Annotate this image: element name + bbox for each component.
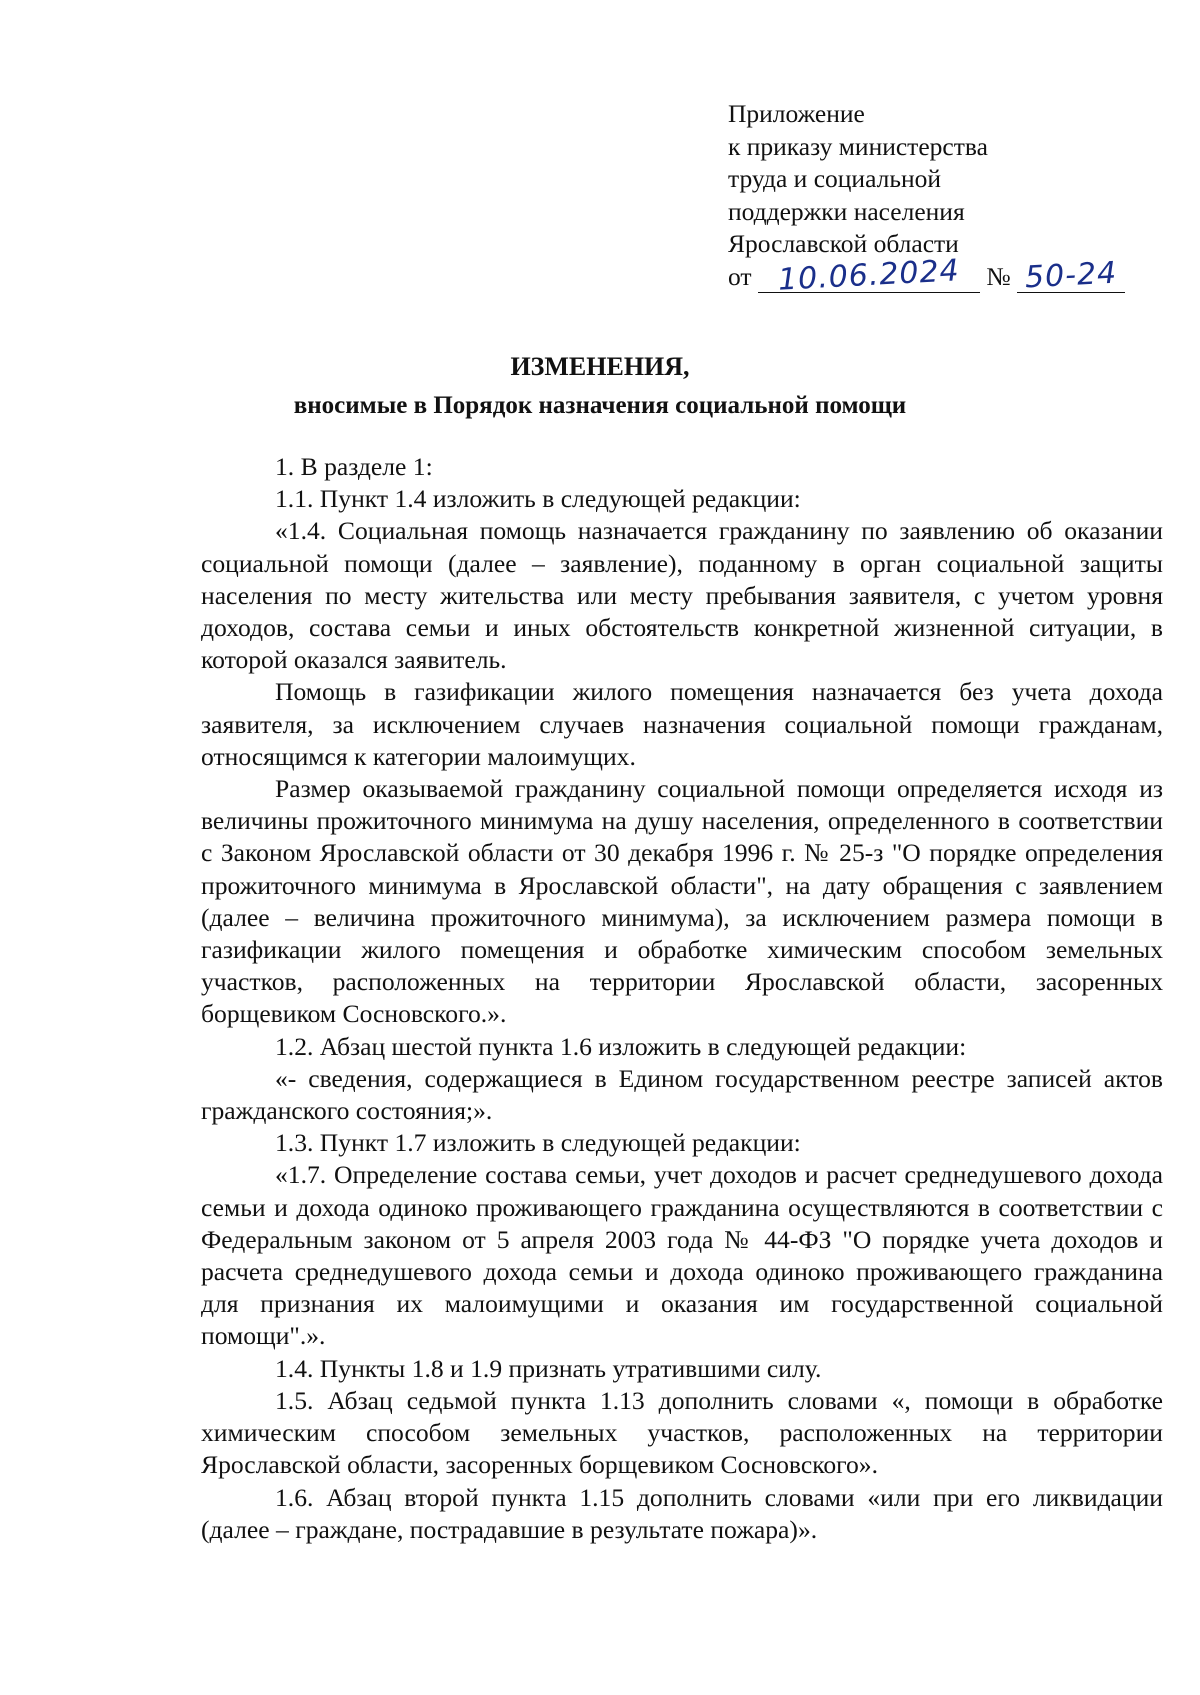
order-number-field (1017, 255, 1125, 295)
number-prefix: № (986, 261, 1011, 291)
document-title: ИЗМЕНЕНИЯ, (510, 352, 690, 381)
paragraph: Помощь в газификации жилого помещения назначается без учета дохода заявителя, за исключением случаев назначения социальной помощи гражданам, относящимся к категории малоимущих. (201, 677, 1163, 771)
document-subtitle: вносимые в Порядок назначения социальной помощи (293, 392, 907, 419)
order-number-handwritten: 50-24 (1024, 255, 1118, 295)
paragraph: 1.2. Абзац шестой пункта 1.6 изложить в следующей редакции: (275, 1031, 967, 1061)
document-body (201, 451, 1163, 1546)
approval-line: поддержки населения (728, 196, 965, 226)
approval-line: к приказу министерства (728, 131, 988, 161)
paragraph: 1.3. Пункт 1.7 изложить в следующей редакции: (275, 1128, 801, 1158)
paragraph: 1.4. Пункты 1.8 и 1.9 признать утратившими силу. (275, 1353, 822, 1383)
paragraph: 1. В разделе 1: (275, 452, 433, 481)
approval-block (728, 98, 1125, 298)
approval-line: труда и социальной (728, 164, 942, 193)
order-date-handwritten: 10.06.2024 (777, 252, 961, 298)
order-date-number-line (728, 252, 1125, 298)
paragraph: 1.5. Абзац седьмой пункта 1.13 дополнить словами «, помощи в обработке химическим способом земельных участков, расположенных на территории Ярославской области, засоренных борщевиком Сосновского». (201, 1385, 1163, 1480)
paragraph: «1.7. Определение состава семьи, учет доходов и расчет среднедушевого дохода семьи и дохода одиноко проживающего гражданина осуществляются в соответствии с Федеральным законом от 5 апреля 2003 года № 44-ФЗ "О порядке учета доходов и расчета среднедушевого дохода семьи и дохода одиноко проживающего гражданина для признания их малоимущими и оказания им государственной социальной помощи".». (201, 1160, 1163, 1351)
paragraph: 1.1. Пункт 1.4 изложить в следующей редакции: (275, 484, 801, 514)
order-date-field (758, 252, 980, 298)
paragraph: «- сведения, содержащиеся в Едином государственном реестре записей актов гражданского состояния;». (201, 1063, 1163, 1126)
paragraph: «1.4. Социальная помощь назначается гражданину по заявлению об оказании социальной помощи (далее – заявление), поданному в орган социальной защиты населения по месту жительства или месту пребывания заявителя, с учетом уровня доходов, состава семьи и иных обстоятельств конкретной жизненной ситуации, в которой оказался заявитель. (201, 516, 1163, 675)
paragraph: 1.6. Абзац второй пункта 1.15 дополнить словами «или при его ликвидации (далее – граждане, пострадавшие в результате пожара)». (201, 1482, 1163, 1544)
approval-line: Приложение (728, 99, 865, 128)
date-prefix: от (728, 261, 752, 291)
approval-line: Ярославской области (728, 229, 959, 258)
paragraph: Размер оказываемой гражданину социальной помощи определяется исходя из величины прожиточного минимума на душу населения, определенного в соответствии с Законом Ярославской области от 30 декабря 1996 г. № 25-з "О порядке определения прожиточного минимума в Ярославской области", на дату обращения с заявлением (далее – величина прожиточного минимума), за исключением размера помощи в газификации жилого помещения и обработке химическим способом земельных участков, расположенных на территории Ярославской области, засоренных борщевиком Сосновского.». (201, 774, 1163, 1029)
